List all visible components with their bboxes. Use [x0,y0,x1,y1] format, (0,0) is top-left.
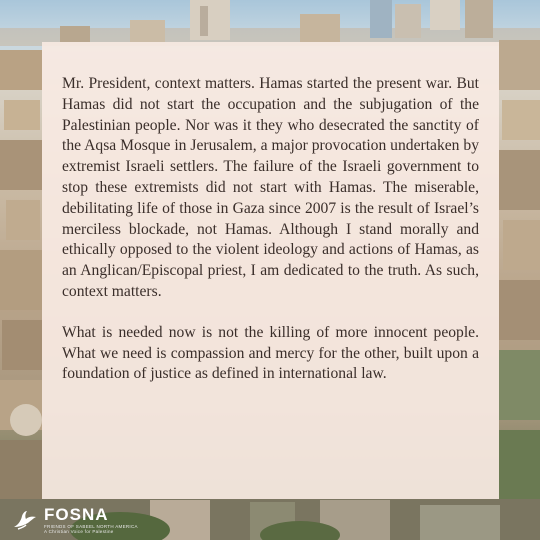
brand-name: FOSNA [44,505,109,524]
brand-tagline: FRIENDS OF SABEEL NORTH AMERICA [44,524,138,529]
fosna-logo[interactable] [12,505,138,535]
brand-tagline-2: A Christian Voice for Palestine [44,529,114,534]
paragraph-1: Mr. President, context matters. Hamas started the present war. But Hamas did not start the occupation and the subjugation of the Palestinian people. Nor was it they who desecrated the sanctity of the Aqsa Mosque in Jerusalem, a major provocation undertaken by extremist Israeli settlers. The failure of the Israeli government to stop these extremists did not start with Hamas. The miserable, debilitating life of those in Gaza since 2007 is the result of Israel’s merciless blockade, not Hamas. Although I stand morally and ethically opposed to the violent ideology and actions of Hamas, as an Anglican/Episcopal priest, I am dedicated to the truth. As such, context matters. [62,75,479,300]
quote-card [42,42,499,499]
dove-icon [12,507,38,533]
paragraph-2: What is needed now is not the killing of more innocent people. What we need is compassion and mercy for the other, built upon a foundation of justice as defined in international law. [62,323,479,383]
